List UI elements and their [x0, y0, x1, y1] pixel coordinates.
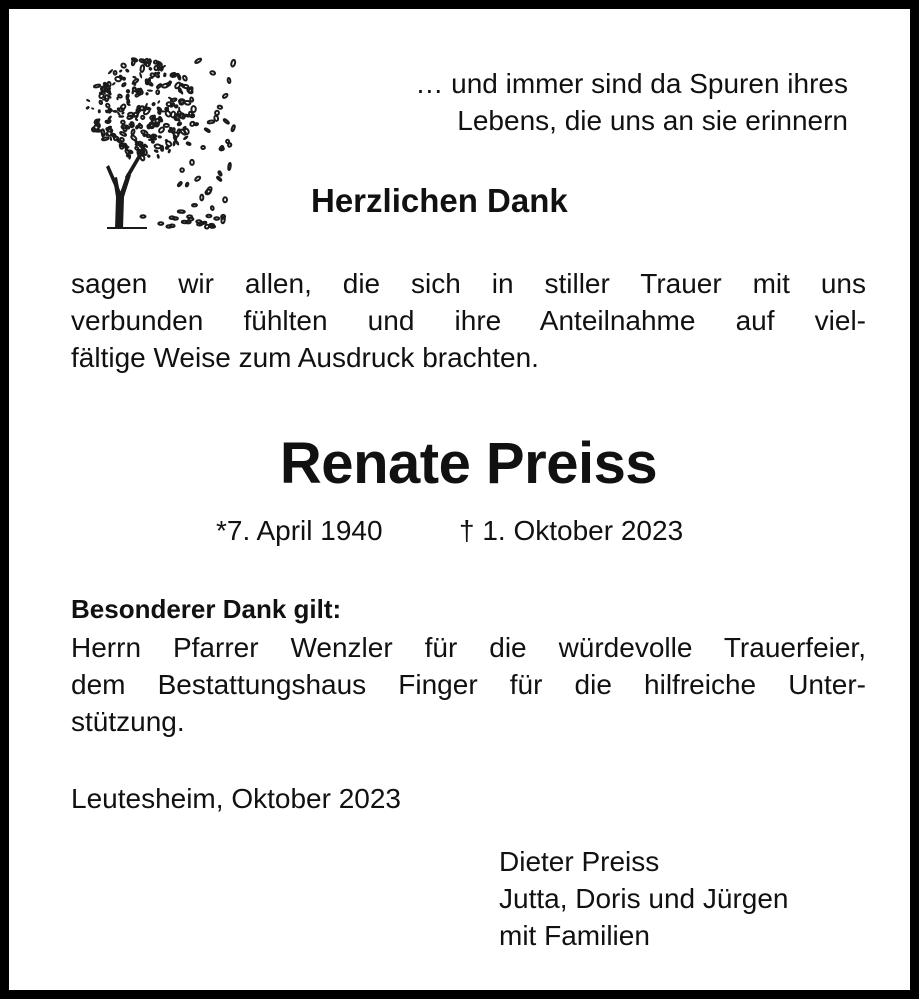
signatories: [499, 843, 789, 954]
deceased-name: Renate Preiss: [279, 431, 658, 496]
signatory: mit Familien: [499, 920, 650, 951]
thanks-paragraph: [71, 265, 866, 376]
special-thanks-line: stützung.: [71, 706, 185, 737]
special-thanks-paragraph: [71, 629, 866, 740]
thanks-heading: Herzlichen Dank: [311, 182, 568, 219]
special-thanks-line: dem Bestattungshaus Finger für die hilfreiche Unter-: [71, 669, 866, 700]
thanks-line: verbunden fühlten und ihre Anteilnahme auf viel-: [71, 305, 866, 336]
thanks-line: fältige Weise zum Ausdruck brachten.: [71, 342, 539, 373]
place-date: Leutesheim, Oktober 2023: [71, 783, 401, 814]
thanks-line: sagen wir allen, die sich in stiller Trauer mit uns: [71, 268, 866, 299]
windblown-tree-icon: [79, 47, 239, 232]
special-thanks-heading: Besonderer Dank gilt:: [71, 594, 342, 624]
memorial-quote: [415, 65, 848, 139]
birth-date: *7. April 1940: [216, 515, 383, 546]
quote-line: … und immer sind da Spuren ihres: [415, 68, 848, 99]
signatory: Jutta, Doris und Jürgen: [499, 883, 789, 914]
death-date: † 1. Oktober 2023: [459, 515, 684, 546]
special-thanks-line: Herrn Pfarrer Wenzler für die würdevolle Trauerfeier,: [71, 632, 866, 663]
quote-line: Lebens, die uns an sie erinnern: [457, 105, 848, 136]
signatory: Dieter Preiss: [499, 846, 660, 877]
